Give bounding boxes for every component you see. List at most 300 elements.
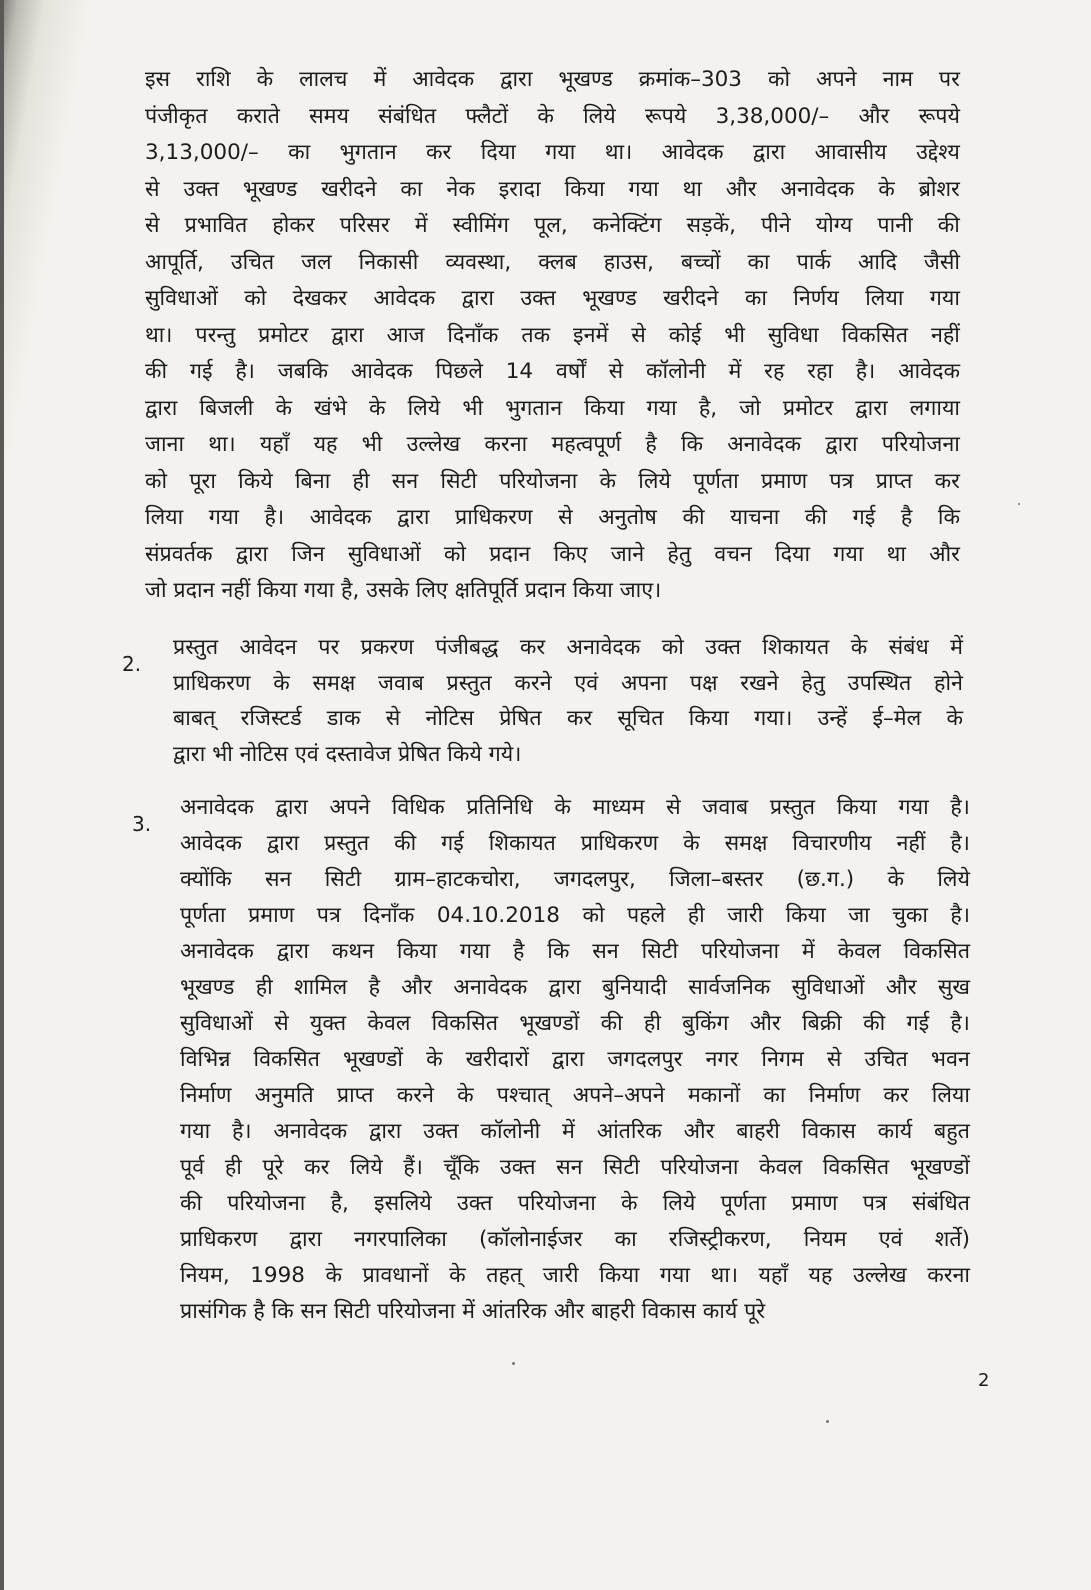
word: लगाया [909, 395, 960, 421]
word: गई [906, 1011, 930, 1036]
word: कार्य [877, 1119, 913, 1144]
word: शामिल [294, 975, 348, 1000]
word: है। [950, 831, 970, 856]
word: हेतु [667, 541, 692, 567]
word: लालच [299, 67, 348, 92]
word: लिये [662, 1191, 696, 1216]
word: आवेदक [180, 831, 242, 856]
word: जारी [727, 903, 764, 928]
word: ही [255, 975, 273, 1000]
word: नेक [446, 176, 475, 202]
word: आवेदक [350, 359, 413, 384]
word: गया [208, 505, 239, 530]
word: खरीदने [321, 176, 377, 202]
word: है। [235, 359, 255, 384]
word: प्रतिनिधि [466, 795, 533, 820]
word: गया [646, 395, 677, 421]
word: और [929, 541, 960, 567]
word: भूखण्ड [558, 67, 613, 92]
word: किया [688, 706, 729, 731]
word: प्रमाण [248, 903, 295, 928]
word: से [274, 1011, 289, 1036]
word: कथन [331, 939, 375, 964]
word: करना [927, 1263, 970, 1288]
word: किया [836, 795, 877, 820]
word: आज [386, 322, 425, 348]
word: क्योंकि [180, 867, 232, 892]
word: इरादा [498, 176, 541, 202]
word: डाक [326, 706, 361, 731]
text-line [145, 245, 960, 282]
word: गया [545, 140, 576, 165]
word: समक्ष [724, 831, 768, 856]
word: अनावेदक [780, 176, 855, 202]
word: अपने–अपने [572, 1083, 665, 1108]
word: के [887, 867, 905, 892]
word: 14 [505, 359, 534, 384]
word: बुकिंग [682, 1011, 729, 1036]
word: पत्र [829, 468, 854, 494]
word: द्वारा [235, 541, 268, 567]
text-line-content: प्रासंगिक है कि सन सिटी परियोजना में आंतरिक और बाहरी विकास कार्य पूरे [180, 1299, 766, 1324]
word: जबकि [277, 359, 329, 384]
word: पूर्णता [720, 1191, 767, 1216]
word: आवेदक [373, 286, 436, 311]
text-line [180, 898, 970, 934]
word: कोई [668, 322, 702, 348]
word: में [414, 213, 428, 238]
word: रहा [807, 359, 833, 384]
word: सिटी [440, 468, 477, 494]
word: लिये [583, 103, 616, 129]
word: नहीं [896, 831, 926, 856]
word: लिया [865, 286, 904, 311]
word: प्रकरण [360, 635, 414, 660]
word: है। [855, 359, 876, 384]
word: बिक्री [801, 1011, 842, 1036]
text-line [145, 135, 960, 172]
word: समक्ष [312, 670, 356, 696]
word: अनुमति [254, 1083, 314, 1108]
word: इनमें [573, 322, 609, 348]
word: आवासीय [814, 140, 887, 165]
word: कि [680, 432, 704, 457]
word: केवल [759, 1155, 803, 1180]
word: एवं [878, 1227, 903, 1252]
word: का [747, 249, 770, 275]
word: प्रमोटर [782, 395, 834, 421]
word: विकसित [253, 1047, 320, 1072]
word: है [512, 939, 525, 964]
word: में [950, 635, 963, 660]
word: चूँकि [443, 1155, 480, 1180]
word: के [537, 103, 554, 129]
paragraph-3-number: 3. [132, 812, 152, 836]
word: हैं। [403, 1155, 423, 1180]
word: वर्षों [555, 359, 586, 384]
word: परियोजना [700, 939, 780, 964]
text-line [180, 934, 970, 970]
word: अनावेदक [180, 939, 254, 964]
word: जाने [610, 541, 645, 567]
word: आवेदक [661, 140, 724, 165]
word: प्राधिकरण [580, 831, 659, 856]
word: परिसर [339, 213, 390, 238]
word: दिनाँक [447, 322, 499, 348]
word: जवाब [378, 670, 424, 696]
text-line [145, 318, 960, 355]
word: विधिक [391, 795, 445, 820]
word: और [858, 103, 890, 129]
word: प्राप्त [336, 1083, 374, 1108]
word: की [863, 1011, 886, 1036]
word: निगम [761, 1047, 804, 1072]
word: गया [180, 1119, 211, 1144]
word: माध्यम [592, 795, 645, 820]
word: से [608, 359, 624, 384]
text-line [145, 573, 960, 610]
word: की [937, 213, 960, 238]
word: उल्लेख [406, 432, 461, 457]
word: जारी [542, 1263, 579, 1288]
word: लिये [638, 468, 671, 494]
word: रखने [740, 670, 779, 696]
text-line [180, 1114, 970, 1150]
word: की [804, 505, 828, 530]
word: से [666, 795, 681, 820]
word: अपने [329, 795, 371, 820]
word: जो [739, 395, 761, 421]
word: बाबत् [173, 706, 216, 731]
word: महत्वपूर्ण [551, 432, 622, 457]
word: 3,38,000/– [715, 103, 830, 129]
word: भूखण्डों [909, 1155, 970, 1180]
word: उक्त [183, 176, 219, 202]
word: फ्लैटों [465, 103, 509, 129]
word: द्वारा [825, 432, 858, 457]
word: करने [396, 1083, 434, 1108]
word: है, [698, 395, 718, 421]
word: को [582, 903, 605, 928]
word: द्वारा [331, 322, 364, 348]
word: रूपये [644, 103, 687, 129]
word: स्वीमिंग [452, 213, 510, 238]
word: प्रदान [489, 541, 531, 567]
word: नगर [705, 1047, 739, 1072]
word: के [256, 67, 274, 92]
word: पर [318, 635, 340, 660]
text-line [180, 826, 970, 862]
word: से [385, 706, 401, 731]
word: योग्य [815, 213, 853, 238]
word: उद्देश्य [916, 140, 960, 165]
word: नोटिस [425, 706, 474, 731]
word: सिटी [603, 1155, 640, 1180]
word: हेतु [801, 670, 826, 696]
word: वचन [714, 541, 752, 567]
text-line [180, 1186, 970, 1222]
word: आवेदक [412, 67, 475, 92]
word: किया [396, 939, 438, 964]
word: उल्लेख [852, 1263, 907, 1288]
word: भूखण्डों [519, 1011, 580, 1036]
word: संबंध [888, 635, 929, 660]
word: रजिस्टर्ड [240, 706, 302, 731]
word: भूखण्ड [582, 286, 637, 311]
word: है [900, 505, 913, 530]
text-line [145, 427, 960, 464]
word: याचना [730, 505, 780, 530]
word: है, [330, 1191, 349, 1216]
word: ग्राम–हाटकचोरा, [394, 867, 521, 892]
word: पत्र [862, 1191, 887, 1216]
word: आवेदक [898, 359, 960, 384]
word: प्रमाण [791, 1191, 838, 1216]
word: निर्माण [180, 1083, 232, 1108]
word: भवन [930, 1047, 970, 1072]
word: द्वारा [275, 795, 308, 820]
word: निर्माण [808, 1083, 861, 1108]
word: का [614, 1227, 637, 1252]
word: में [373, 67, 387, 92]
word: रूपये [918, 103, 960, 129]
word: है। [950, 795, 970, 820]
word: के [621, 1191, 638, 1216]
paragraph-3 [180, 790, 970, 1330]
word: के [946, 706, 963, 731]
text-line-content: द्वारा भी नोटिस एवं दस्तावेज प्रेषित किये गये। [173, 741, 522, 767]
word: से [826, 1047, 842, 1072]
word: लिये [937, 867, 970, 892]
word: द्वारा [145, 395, 178, 421]
word: पूर्णता [693, 468, 739, 494]
word: समय [309, 103, 349, 129]
word: पूरा [189, 468, 216, 494]
word: पर [938, 67, 960, 92]
word: था। [208, 432, 236, 457]
word: (कॉलोनाईजर [479, 1227, 583, 1252]
word: बाहरी [736, 1119, 780, 1144]
text-line [180, 1222, 970, 1258]
word: तहत् [486, 1263, 523, 1288]
word: 3,13,000/– [145, 140, 259, 165]
word: पीने [760, 213, 791, 238]
word: केवल [367, 1011, 411, 1036]
word: भूखण्ड [242, 176, 298, 202]
word: भूखण्ड [180, 975, 235, 1000]
word: उक्त [499, 1155, 536, 1180]
word: द्वारा [289, 1227, 322, 1252]
word: जगदलपुर, [553, 867, 636, 892]
word: का [744, 286, 767, 311]
word: लिये [407, 395, 441, 421]
paper-speck [512, 1362, 515, 1365]
word: था [886, 541, 906, 567]
word: पूर्व [180, 1155, 205, 1180]
word: परन्तु [195, 322, 236, 348]
word: के [368, 395, 386, 421]
word: प्राधिकरण [173, 670, 251, 696]
word: भुगतान [339, 140, 397, 165]
word: द्वारा [397, 505, 430, 530]
word: ही [224, 1155, 242, 1180]
word: 04.10.2018 [436, 903, 560, 928]
word: पूर्णता [180, 903, 226, 928]
word: पिछले [435, 359, 483, 384]
word: का [288, 140, 311, 165]
text-line [180, 1294, 970, 1330]
word: को [661, 635, 684, 660]
word: इसलिये [374, 1191, 432, 1216]
word: द्वारा [855, 395, 888, 421]
word: का [400, 176, 423, 202]
word: पक्ष [689, 670, 718, 696]
word: गई [852, 505, 876, 530]
text-line [145, 500, 960, 537]
word: सार्वजनिक [688, 975, 771, 1000]
word: सिटी [324, 867, 362, 892]
word: किए [553, 541, 588, 567]
word: और [749, 1011, 781, 1036]
word: करना [484, 432, 528, 457]
word: युक्त [309, 1011, 347, 1036]
word: कनेक्टिंग [592, 213, 662, 238]
word: से [145, 213, 160, 238]
text-line [145, 208, 960, 245]
word: उपस्थित [847, 670, 912, 696]
word: 1998 [250, 1263, 305, 1288]
word: ही [352, 468, 370, 494]
word: दिया [480, 140, 516, 165]
word: प्रमाण [760, 468, 808, 494]
word: की [180, 1191, 203, 1216]
text-line [145, 464, 960, 501]
word: हाउस, [603, 249, 654, 275]
word: था। [145, 322, 173, 348]
word: प्राप्त [875, 468, 913, 494]
word: भूखण्डों [343, 1047, 403, 1072]
word: है। [264, 505, 285, 530]
word: द्वारा [266, 831, 300, 856]
word: भुगतान [505, 395, 563, 421]
word: प्रमोटर [258, 322, 309, 348]
word: और [683, 1119, 715, 1144]
word: के [457, 1083, 474, 1108]
word: प्रस्तुत [173, 635, 219, 660]
word: पूल, [534, 213, 568, 238]
paragraph-2-number: 2. [122, 652, 142, 676]
word: जगदलपुर [607, 1047, 683, 1072]
word: में [728, 359, 742, 384]
word: द्वारा [276, 939, 309, 964]
text-line [145, 281, 960, 318]
word: शर्ते) [934, 1227, 970, 1252]
word: को [443, 541, 466, 567]
word: जिला–बस्तर [669, 867, 764, 892]
text-line [180, 1006, 970, 1042]
page-number: 2 [978, 1370, 990, 1391]
word: प्रभावित [184, 213, 248, 238]
word: नगरपालिका [354, 1227, 447, 1252]
word: होने [934, 670, 963, 696]
word: (छ.ग.) [796, 867, 855, 892]
word: संबंधित [378, 103, 437, 129]
word: पार्क [796, 249, 831, 275]
word: के [273, 670, 290, 696]
word: ही [643, 1011, 661, 1036]
word: प्राधिकरण [180, 1227, 258, 1252]
word: उचित [230, 249, 275, 275]
word: जल [301, 249, 332, 275]
text-line [173, 701, 963, 737]
word: अपना [621, 670, 668, 696]
text-line [145, 391, 960, 428]
paper-speck [1018, 503, 1020, 505]
word: उक्त [423, 1119, 459, 1144]
word: सुविधाओं [145, 286, 218, 311]
word: बिना [294, 468, 331, 494]
word: कॉलोनी [480, 1119, 541, 1144]
word: कर [934, 468, 960, 494]
text-line [145, 62, 960, 99]
word: की [145, 359, 168, 384]
word: में [801, 939, 815, 964]
word: सिटी [641, 939, 679, 964]
word: दिनाँक [363, 903, 415, 928]
word: द्वारा [752, 140, 786, 165]
word: रजिस्ट्रीकरण, [668, 1227, 772, 1252]
word: जिन [291, 541, 325, 567]
word: अनुतोष [598, 505, 657, 530]
word: आपूर्ति, [145, 249, 204, 275]
word: ई–मेल [872, 706, 922, 731]
word: से [145, 176, 160, 202]
word: के [426, 1047, 443, 1072]
page-fold-shadow [0, 0, 110, 1590]
word: के [325, 1263, 342, 1288]
word: कराते [236, 103, 280, 129]
word: गई [441, 831, 464, 856]
word: खरीदने [663, 286, 719, 311]
text-line [180, 862, 970, 898]
word: किया [564, 176, 605, 202]
word: लिया [145, 505, 184, 530]
word: सुविधाओं [791, 975, 865, 1000]
word: प्रेषित [499, 706, 542, 731]
word: में [562, 1119, 575, 1144]
word: चुका [892, 903, 928, 928]
word: सूचित [617, 706, 664, 731]
word: एवं [574, 670, 599, 696]
word: गई [189, 359, 213, 384]
word: इस [145, 67, 171, 92]
word: द्वारा [500, 67, 533, 92]
word: विकास [801, 1119, 856, 1144]
word: यहाँ [259, 432, 290, 457]
word: गया [628, 176, 659, 202]
word: के [850, 635, 868, 660]
word: की [600, 1011, 623, 1036]
word: केवल [837, 939, 881, 964]
word: दिया [775, 541, 811, 567]
text-line [145, 172, 960, 209]
word: शिकायत [488, 831, 556, 856]
text-line [180, 1078, 970, 1114]
word: देखकर [292, 286, 348, 311]
word: अनावेदक [566, 635, 641, 660]
word: से [558, 505, 573, 530]
word: अनावेदक [453, 975, 528, 1000]
